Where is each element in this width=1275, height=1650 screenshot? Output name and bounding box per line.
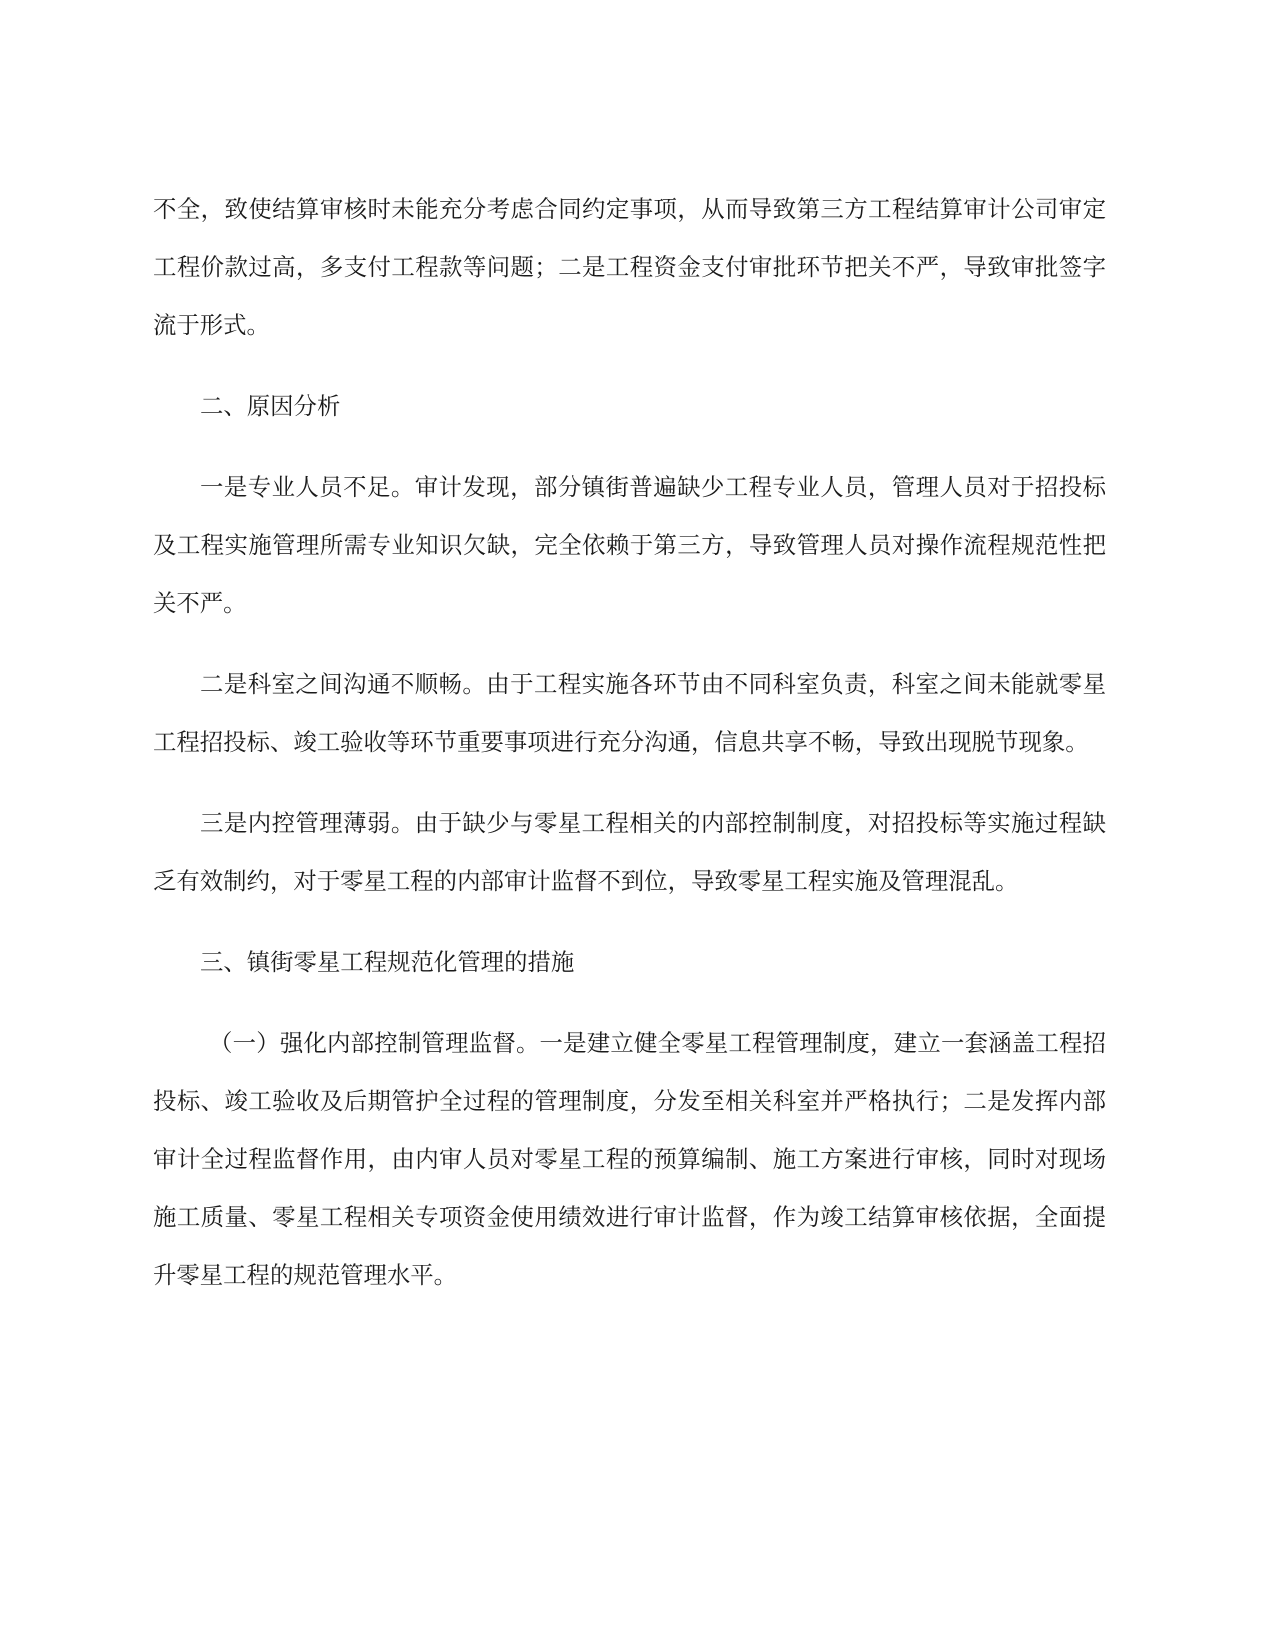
paragraph-communication: 二是科室之间沟通不顺畅。由于工程实施各环节由不同科室负责，科室之间未能就零星工程招投标、竣工验收等环节重要事项进行充分沟通，信息共享不畅，导致出现脱节现象。 <box>153 670 1106 756</box>
section-heading-measures: 三、镇街零星工程规范化管理的措施 <box>200 948 575 976</box>
paragraph-continuation: 不全，致使结算审核时未能充分考虑合同约定事项，从而导致第三方工程结算审计公司审定工程价款过高，多支付工程款等问题；二是工程资金支付审批环节把关不严，导致审批签字流于形式。 <box>153 195 1106 339</box>
section-heading-cause-analysis: 二、原因分析 <box>200 392 341 420</box>
paragraph-staff-shortage: 一是专业人员不足。审计发现，部分镇街普遍缺少工程专业人员，管理人员对于招投标及工程实施管理所需专业知识欠缺，完全依赖于第三方，导致管理人员对操作流程规范性把关不严。 <box>153 473 1106 617</box>
paragraph-internal-control: 三是内控管理薄弱。由于缺少与零星工程相关的内部控制制度，对招投标等实施过程缺乏有效制约，对于零星工程的内部审计监督不到位，导致零星工程实施及管理混乱。 <box>153 809 1106 895</box>
paragraph-measure-one: （一）强化内部控制管理监督。一是建立健全零星工程管理制度，建立一套涵盖工程招投标、竣工验收及后期管护全过程的管理制度，分发至相关科室并严格执行；二是发挥内部审计全过程监督作用，由内审人员对零星工程的预算编制、施工方案进行审核，同时对现场施工质量、零星工程相关专项资金使用绩效进行审计监督，作为竣工结算审核依据，全面提升零星工程的规范管理水平。 <box>153 1029 1106 1289</box>
document-body <box>153 180 1106 1304</box>
